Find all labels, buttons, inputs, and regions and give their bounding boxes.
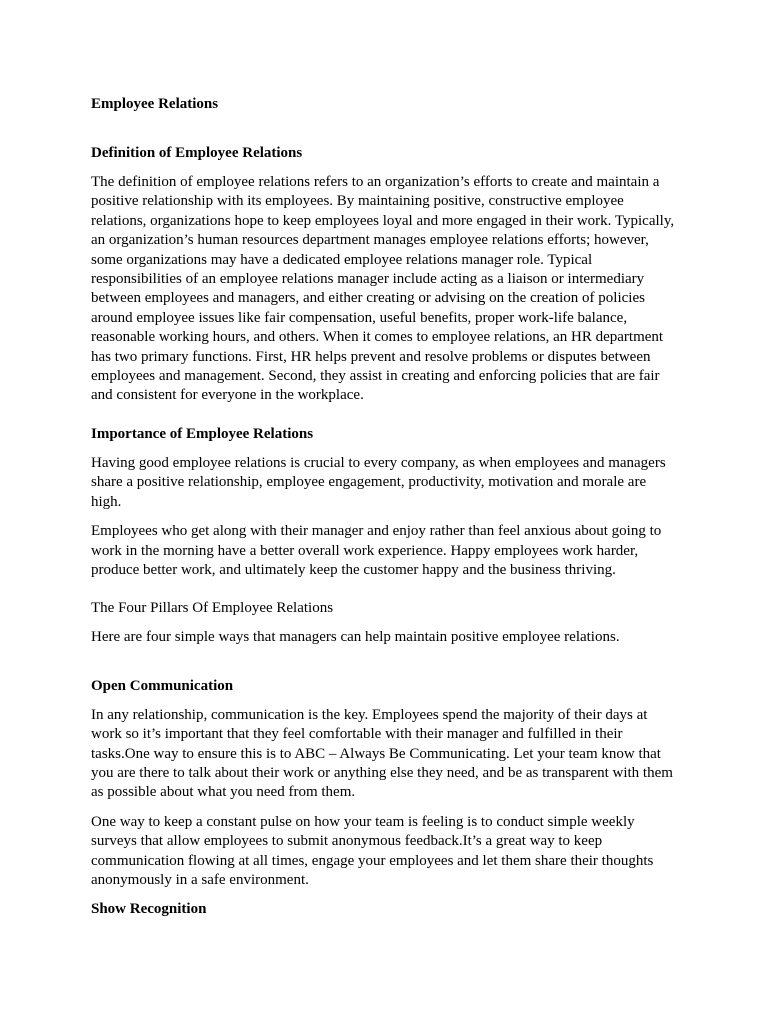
- paragraph: The definition of employee relations refers to an organization’s efforts to create and maintain a positive relationship with its employees. By maintaining positive, constructive employee relations, organizations hope to keep employees loyal and more engaged in their work. Typically, an organization’s human resources department manages employee relations efforts; however, some organizations may have a dedicated employee relations manager role. Typical responsibilities of an employee relations manager include acting as a liaison or intermediary between employees and managers, and either creating or advising on the creation of policies around employee issues like fair compensation, useful benefits, proper work-life balance, reasonable working hours, and others. When it comes to employee relations, an HR department has two primary functions. First, HR helps prevent and resolve problems or disputes between employees and management. Second, they assist in creating and enforcing policies that are fair and consistent for everyone in the workplace.: [91, 174, 675, 404]
- section-heading: Importance of Employee Relations: [91, 425, 314, 442]
- paragraph: Here are four simple ways that managers can help maintain positive employee relations.: [91, 629, 620, 646]
- document-title: Employee Relations: [91, 96, 219, 112]
- section-heading: Definition of Employee Relations: [91, 145, 303, 161]
- section-definition: [91, 144, 678, 406]
- section-heading: Open Communication: [91, 677, 234, 694]
- paragraph: Employees who get along with their manager and enjoy rather than feel anxious about going to work in the morning have a better overall work experience. Happy employees work harder, produce better work, and ultimately keep the customer happy and the business thriving.: [91, 523, 662, 578]
- section-heading: The Four Pillars Of Employee Relations: [91, 600, 334, 617]
- section-heading: Show Recognition: [91, 901, 207, 918]
- section-open-communication: [91, 677, 678, 891]
- paragraph: In any relationship, communication is the key. Employees spend the majority of their days at work so it’s important that they feel comfortable with their manager and fulfilled in their tasks.One way to ensure this is to ABC – Always Be Communicating. Let your team know that you are there to talk about their work or anything else they need, and be as transparent with them as possible about what you need from them.: [91, 706, 673, 801]
- section-four-pillars: [91, 599, 678, 647]
- paragraph: Having good employee relations is crucial to every company, as when employees and managers share a positive relationship, employee engagement, productivity, motivation and morale are high.: [91, 454, 666, 510]
- paragraph: One way to keep a constant pulse on how your team is feeling is to conduct simple weekly surveys that allow employees to submit anonymous feedback.It’s a great way to keep communication flowing at all times, engage your employees and let them share their thoughts anonymously in a safe environment.: [91, 813, 654, 888]
- section-importance: [91, 425, 678, 580]
- section-show-recognition: [91, 900, 678, 919]
